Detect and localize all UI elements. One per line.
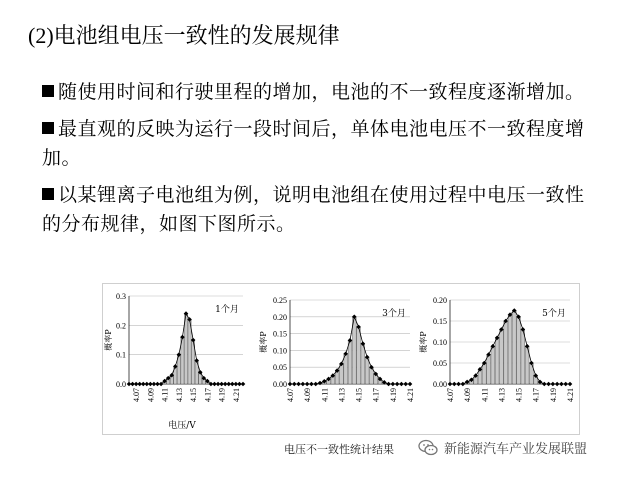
x-tick-label: 4.17 [203,388,213,402]
bullet-item [42,78,602,107]
bullet-text: 以某锂离子电池组为例，说明电池组在使用过程中电压一致性的分布规律，如图下图所示。 [42,184,585,235]
bar [495,338,499,384]
y-axis-label: 概率P [419,331,428,353]
data-point [452,382,457,387]
y-tick-label: 0.25 [273,296,287,305]
x-tick-label: 4.07 [286,388,295,402]
bullet-text: 随使用时间和行驶里程的增加，电池的不一致程度逐渐增加。 [58,81,585,103]
bar [487,355,491,384]
bar [357,327,361,384]
figure-caption: 电压不一致性统计结果 [284,443,394,456]
x-tick-label: 4.07 [132,388,142,402]
bullet-list [42,78,602,247]
x-tick-label: 4.19 [217,388,227,402]
data-point [313,382,318,387]
y-tick-label: 0.15 [273,329,287,339]
x-tick-label: 4.13 [337,388,347,402]
data-point [386,382,391,387]
x-tick-label: 4.17 [371,388,381,402]
bar [500,329,504,384]
bar [491,346,495,384]
y-tick-label: 0.05 [273,363,287,373]
data-point [288,382,293,387]
x-tick-label: 4.13 [497,388,507,402]
data-point [296,382,301,387]
x-tick-label: 4.07 [446,388,455,402]
data-point [563,382,568,387]
x-tick-label: 4.11 [160,388,170,402]
x-tick-label: 4.19 [548,388,558,402]
x-tick-label: 4.21 [231,388,241,402]
x-tick-label: 4.15 [354,388,364,402]
y-tick-label: 0.05 [433,359,447,368]
data-point [559,382,564,387]
y-tick-label: 0.2 [116,321,126,331]
y-axis-label: 概率P [104,329,113,351]
x-axis-label: 电压/V [168,421,196,431]
data-point [399,382,404,387]
y-tick-label: 0.20 [273,312,287,322]
figure-panel [102,283,580,435]
bullet-text: 最直观的反映为运行一段时间后，单体电池电压不一致程度增加。 [42,118,585,169]
data-point [546,382,551,387]
data-point [555,382,560,387]
data-point [551,382,556,387]
bar [344,354,348,384]
bar [184,314,187,384]
wechat-icon [418,439,438,457]
x-tick-label: 4.19 [388,388,398,402]
x-tick-label: 4.21 [566,388,575,402]
bar [508,315,512,384]
y-tick-label: 0.00 [273,380,287,389]
bullet-square-icon [42,85,54,97]
data-point [461,382,466,387]
data-point [309,382,314,387]
chart-5-months [418,284,578,434]
title-text: 电池组电压一致性的发展规律 [53,24,340,49]
x-tick-label: 4.15 [189,388,199,402]
data-point [395,382,400,387]
bar [340,364,344,384]
data-point [301,382,306,387]
bar [521,329,525,384]
chart-1-month [103,284,258,434]
bullet-item [42,181,602,239]
x-tick-label: 4.13 [174,388,184,402]
chart-title: 5个月 [542,309,566,319]
bullet-square-icon [42,122,54,134]
watermark [418,438,587,457]
data-point [408,382,413,387]
watermark-text: 新能源汽车产业发展联盟 [444,442,588,457]
data-point [305,382,310,387]
x-tick-label: 4.15 [514,388,524,402]
y-tick-label: 0.3 [116,292,126,301]
y-axis-label: 概率P [259,331,268,353]
slide-title [28,22,340,51]
bullet-item [42,115,602,173]
x-tick-label: 4.11 [320,388,330,402]
y-tick-label: 0.00 [433,380,447,389]
data-point [241,382,246,387]
x-tick-label: 4.11 [480,388,490,402]
y-tick-label: 0.10 [273,346,287,356]
y-tick-label: 0.20 [433,296,447,305]
bar [348,340,352,384]
y-tick-label: 0.10 [433,338,447,347]
data-point [456,382,461,387]
x-tick-label: 4.09 [303,388,313,402]
bar [482,363,486,384]
x-tick-label: 4.21 [406,388,415,402]
data-point [403,382,408,387]
bullet-square-icon [42,188,54,200]
data-point [318,381,323,386]
bar [512,311,516,385]
bar [504,321,508,384]
data-point [568,382,573,387]
chart-title: 3个月 [382,309,406,319]
y-tick-label: 0.0 [116,380,126,389]
title-number: (2) [28,23,54,48]
bar [361,344,365,384]
bar [517,317,521,384]
chart-title: 1个月 [215,305,239,315]
data-point [542,382,547,387]
y-tick-label: 0.15 [433,317,447,326]
data-point [292,382,297,387]
bar [188,319,191,384]
y-tick-label: 0.1 [116,350,126,360]
x-tick-label: 4.17 [531,388,541,402]
bar [352,317,356,384]
data-point [448,382,453,387]
data-point [391,382,396,387]
x-tick-label: 4.09 [146,388,156,402]
x-tick-label: 4.09 [463,388,473,402]
chart-3-months [258,284,418,434]
